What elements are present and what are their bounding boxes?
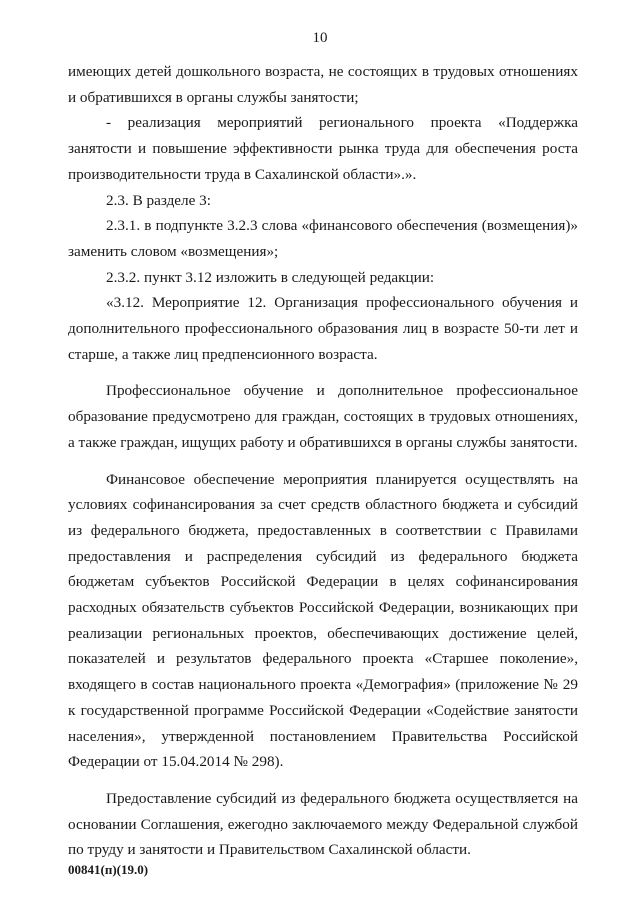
paragraph-measure-3-12: «3.12. Мероприятие 12. Организация профессионального обучения и дополнительного профессионального образования лиц в возрасте 50-ти лет и старше, а также лиц предпенсионного возраста.: [68, 294, 578, 363]
page-number: 10: [312, 30, 328, 46]
paragraph-subsidies: Предоставление субсидий из федерального бюджета осуществляется на основании Соглашения, ежегодно заключаемого между Федеральной службой по труду и занятости и Правительством Сахалинской области.: [68, 789, 578, 859]
paragraph-financing: Финансовое обеспечение мероприятия планируется осуществлять на условиях софинансирования за счет средств областного бюджета и субсидий из федерального бюджета, предоставленных в соответствии с Правилами предоставления и распределения субсидий из федерального бюджета бюджетам субъектов Российской Федерации в целях софинансирования расходных обязательств субъектов Российской Федерации, возникающих при реализации региональных проектов, обеспечивающих достижение целей, показателей и результатов федерального проекта «Старшее поколение», входящего в состав национального проекта «Демография» (приложение № 29 к государственной программе Российской Федерации «Содействие занятости населения», утвержденной постановлением Правительства Российской Федерации от 15.04.2014 № 298).: [68, 470, 578, 771]
paragraph-2-3-1: 2.3.1. в подпункте 3.2.3 слова «финансового обеспечения (возмещения)» заменить словом «возмещения»;: [68, 217, 578, 260]
document-body: [68, 59, 578, 863]
paragraph-2-3-2: 2.3.2. пункт 3.12 изложить в следующей редакции:: [106, 268, 435, 286]
paragraph-professional-training: Профессиональное обучение и дополнительное профессиональное образование предусмотрено для граждан, состоящих в трудовых отношениях, а также граждан, ищущих работу и обратившихся в органы службы занятости.: [68, 382, 578, 451]
paragraph-regional-project: - реализация мероприятий регионального проекта «Поддержка занятости и повышение эффективности рынка труда для обеспечения роста производительности труда в Сахалинской области».».: [68, 114, 578, 183]
paragraph-section-2-3: 2.3. В разделе 3:: [106, 191, 211, 209]
document-code: 00841(п)(19.0): [68, 862, 149, 877]
paragraph-continuation: имеющих детей дошкольного возраста, не состоящих в трудовых отношениях и обратившихся в органы службы занятости;: [68, 63, 578, 106]
